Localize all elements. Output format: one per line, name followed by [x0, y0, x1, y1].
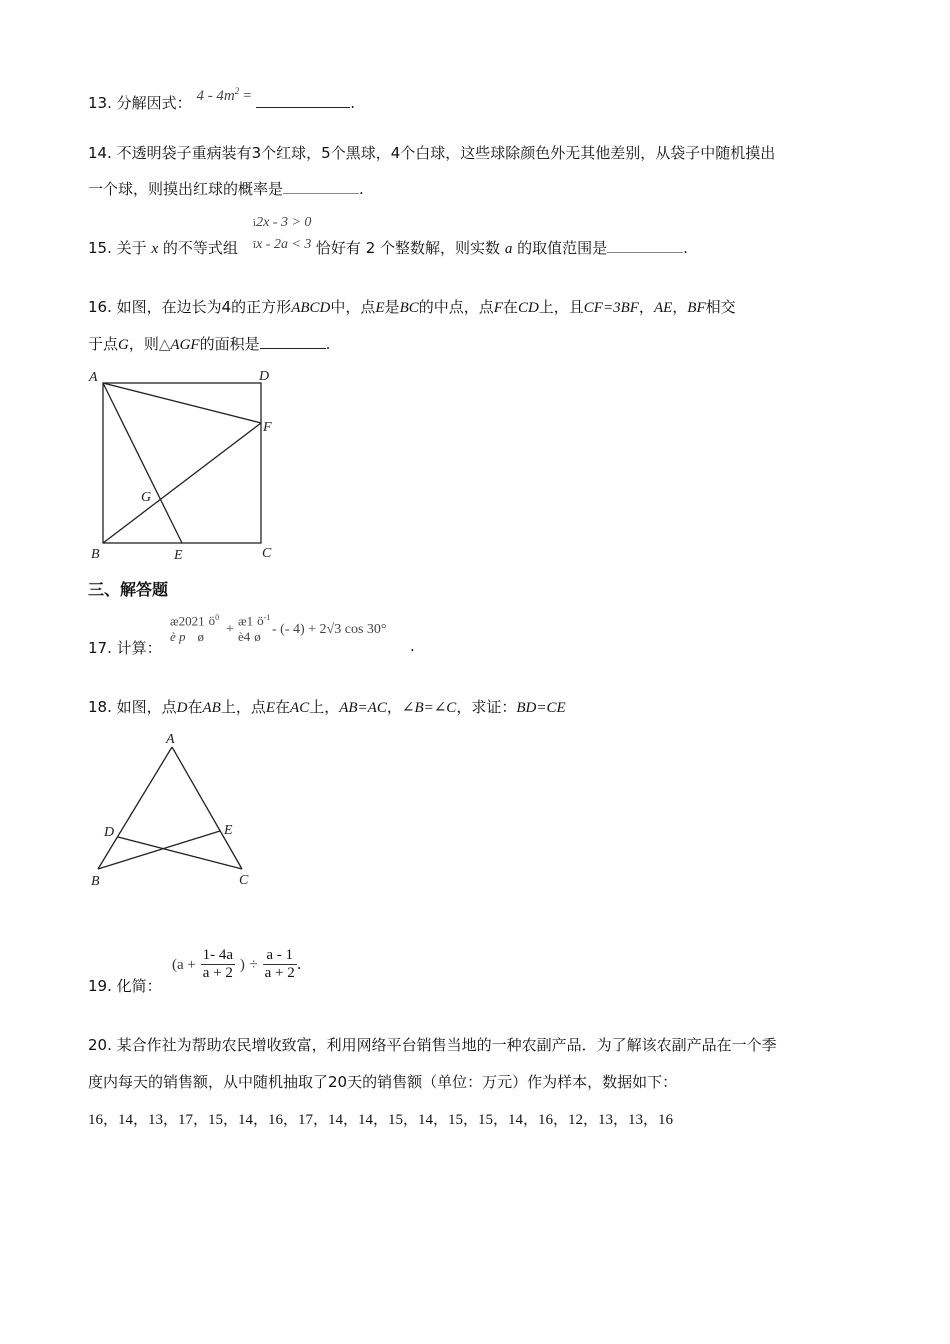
question-19: 19. 化简：: [88, 977, 162, 995]
inequality-system: ì2x - 3 > 0 îx - 2a < 3: [253, 215, 312, 252]
math-expression: (a + $\frac{1- 4a}{a + 2}$ ) ÷ $\frac{a - 1}{a + 2}$ .: [172, 947, 302, 981]
segment-ae: [103, 383, 182, 543]
question-number: 17.: [88, 639, 112, 657]
question-17: 17. 计算：: [88, 639, 162, 657]
math-expression: $4 - 4m^2$ =: [196, 86, 252, 104]
question-number: 19.: [88, 977, 112, 995]
label-a: A: [89, 370, 98, 385]
side-ab: [98, 747, 172, 869]
plus-sign: +: [226, 622, 234, 637]
triangle-figure: [85, 727, 265, 892]
side-ac: [172, 747, 242, 869]
segment-bf: [103, 423, 261, 543]
question-number: 15.: [88, 239, 112, 257]
question-text: 分解因式：: [116, 94, 192, 112]
question-14-line-2: 一个球，则摸出红球的概率是 .: [88, 180, 364, 198]
power-expression-1: æ2021 $ö^0$ è p ø: [170, 613, 220, 645]
question-number: 18.: [88, 698, 112, 716]
label-c: C: [239, 873, 249, 888]
label-b: B: [91, 547, 100, 562]
section-heading: 三、解答题: [88, 580, 169, 599]
question-number: 14.: [88, 144, 112, 162]
label-c: C: [262, 546, 272, 561]
question-15: 15. 关于 x 的不等式组 恰好有 2 个整数解，则实数 a 的取值范围是 .: [88, 239, 688, 257]
question-text: 一个球，则摸出红球的概率是: [88, 180, 284, 198]
question-16-line-1: 16. 如图，在边长为4的正方形ABCD中，点E是BC的中点，点F在CD上，且CF=3BF，AE，BF相交: [88, 298, 736, 316]
question-text: 不透明袋子重病装有3个红球，5个黑球，4个白球，这些球除颜色外无其他差别，从袋子中随机摸出: [116, 144, 776, 162]
question-20-line-1: 20. 某合作社为帮助农民增收致富，利用网络平台销售当地的一种农副产品．为了解该农副产品在一个季: [88, 1036, 777, 1054]
segment-dc: [118, 837, 242, 869]
question-number: 16.: [88, 298, 112, 316]
question-20-line-2: 度内每天的销售额，从中随机抽取了20天的销售额（单位：万元）作为样本，数据如下：: [88, 1073, 678, 1091]
question-13: 13. 分解因式： $4 - 4m^2$ = .: [88, 86, 356, 112]
label-a: A: [166, 732, 175, 747]
label-b: B: [91, 874, 100, 889]
square-abcd: [103, 383, 261, 543]
question-20-data: 16，14，13，17，15，14，16，17，14，14，15，14，15，15，14，16，12，13，13，16: [88, 1112, 674, 1128]
label-d: D: [104, 825, 115, 840]
label-e: E: [174, 548, 183, 563]
label-e: E: [224, 823, 233, 838]
answer-blank[interactable]: [607, 238, 683, 253]
label-g: G: [141, 490, 152, 505]
question-number: 13.: [88, 94, 112, 112]
label-d: D: [259, 369, 270, 384]
answer-blank[interactable]: [256, 93, 350, 108]
question-number: 20.: [88, 1036, 112, 1054]
answer-blank[interactable]: [260, 334, 326, 349]
square-figure: [85, 362, 285, 567]
question-18: 18. 如图，点D在AB上，点E在AC上，AB=AC，∠B=∠C，求证：BD=CE: [88, 698, 566, 716]
label-f: F: [263, 420, 272, 435]
question-16-line-2: 于点G，则△AGF的面积是 .: [88, 335, 331, 353]
math-expression: - (- 4) + 2√3 cos 30°: [272, 622, 387, 637]
question-14-line-1: [88, 142, 775, 163]
power-expression-2: æ1 $ö^{-1}$ è4 ø: [238, 613, 271, 645]
answer-blank[interactable]: [283, 179, 359, 194]
segment-eb: [98, 831, 220, 869]
segment-af: [103, 383, 261, 423]
